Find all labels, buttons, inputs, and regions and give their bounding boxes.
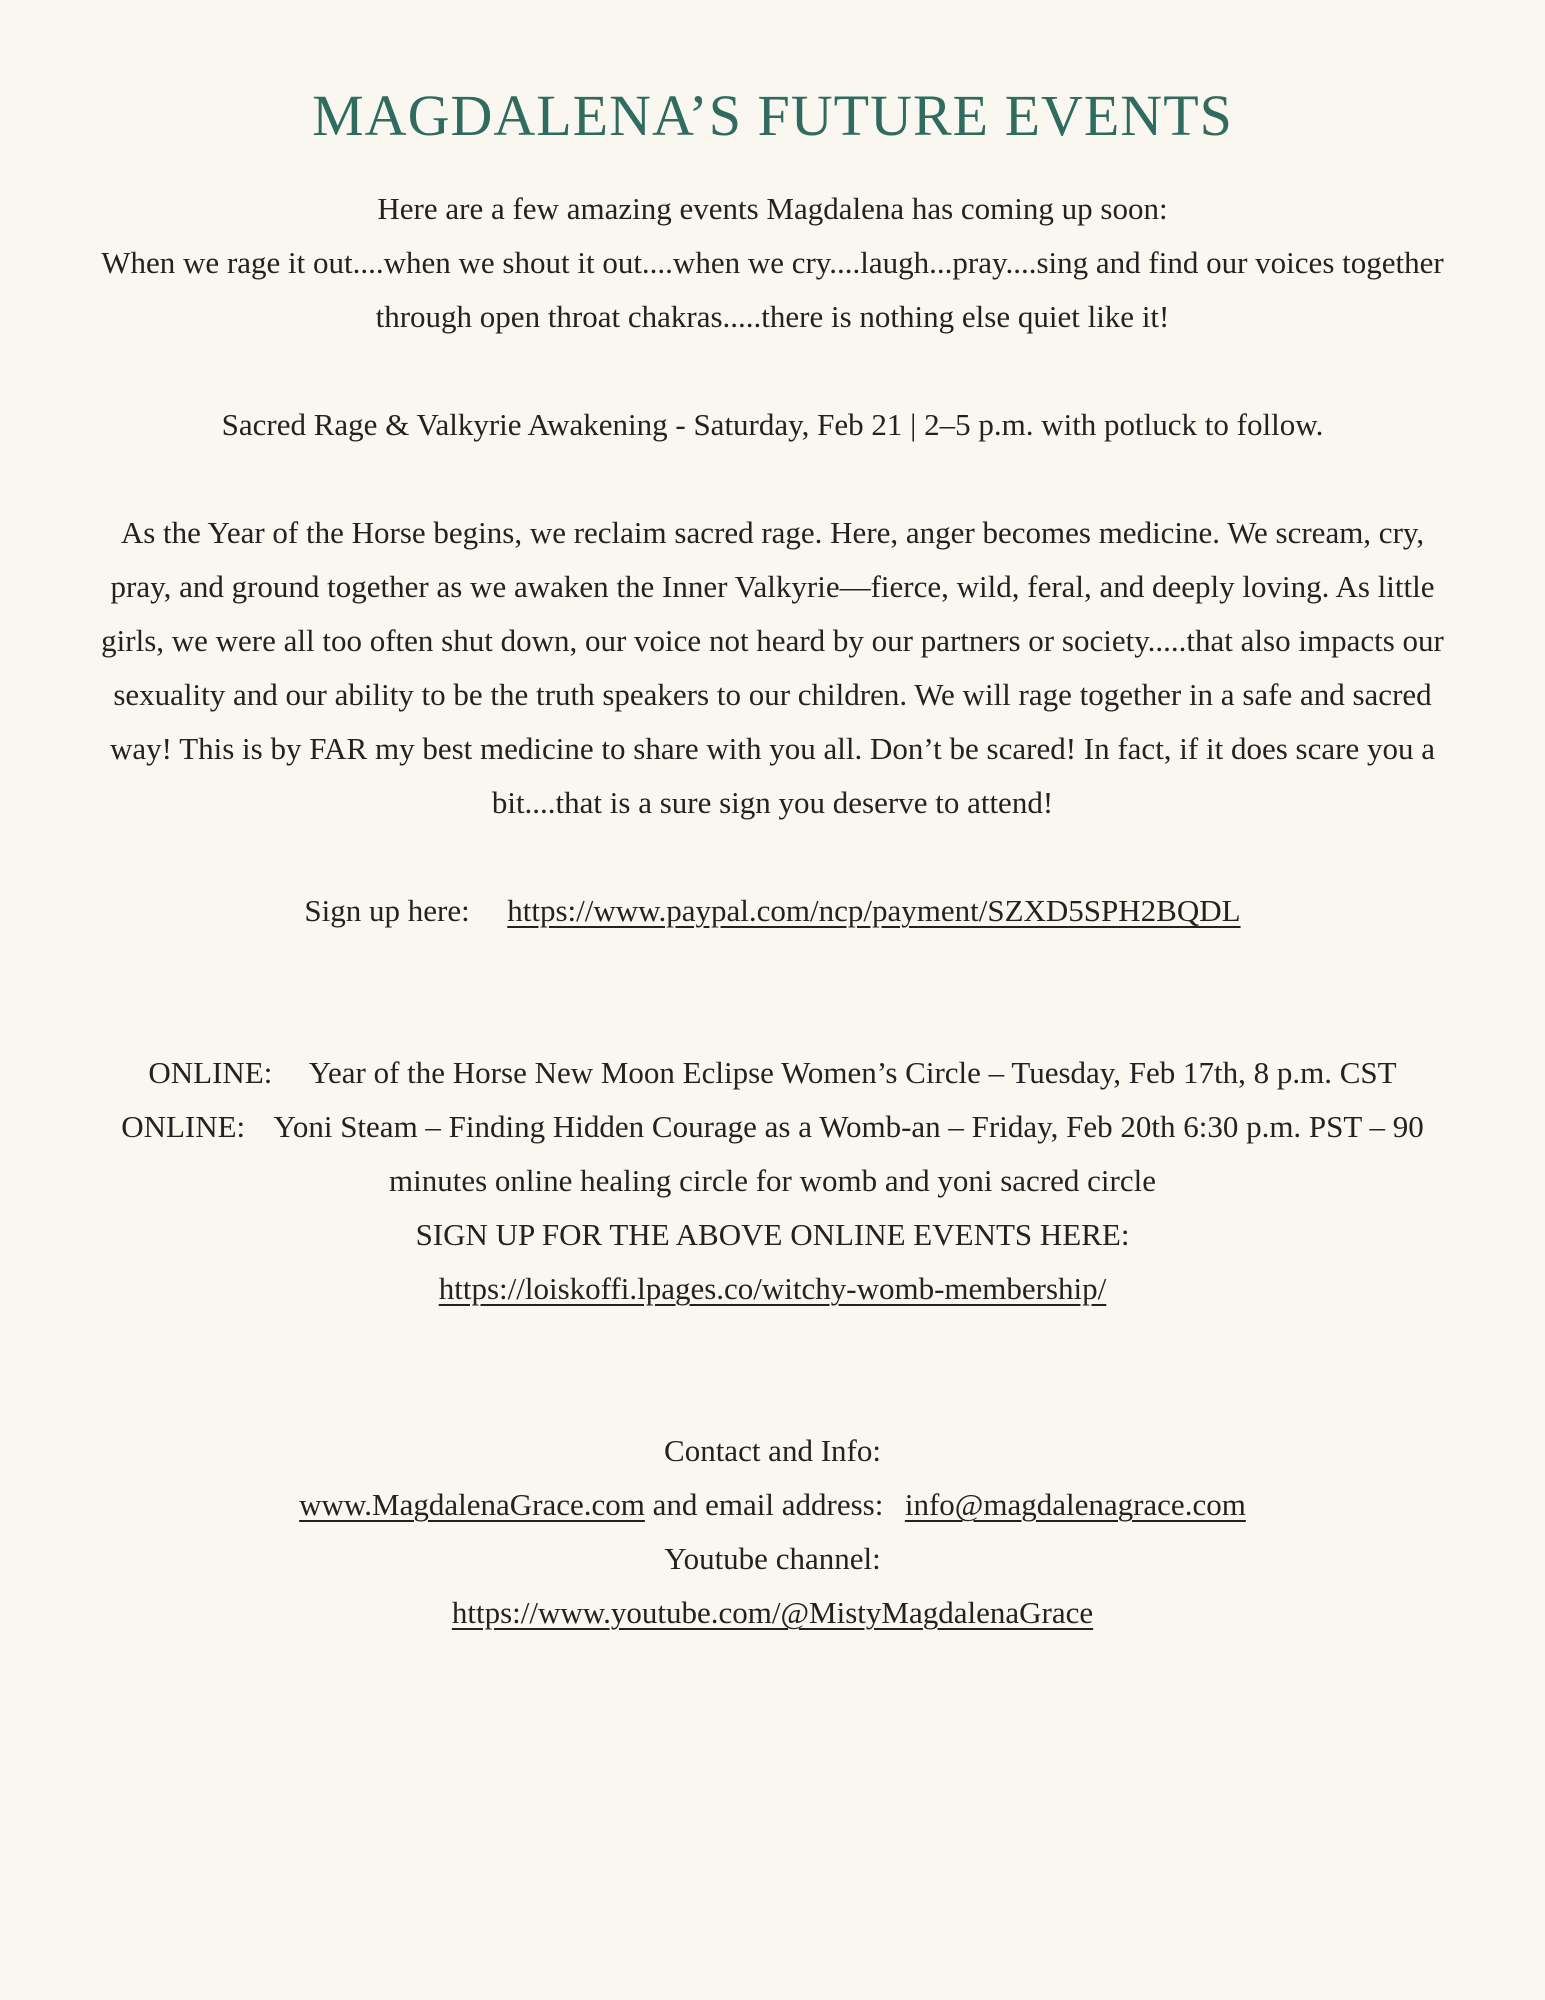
spacer <box>96 938 1449 1046</box>
email-label: and email address: <box>652 1487 884 1522</box>
signup-label: Sign up here: <box>304 893 470 928</box>
event-heading: Sacred Rage & Valkyrie Awakening - Saturday, Feb 21 | 2–5 p.m. with potluck to follow. <box>221 407 1324 442</box>
event-signup <box>96 884 1449 938</box>
online-prefix: ONLINE: <box>148 1055 273 1090</box>
online-event-item <box>96 1100 1449 1208</box>
intro-section <box>96 182 1449 344</box>
contact-section <box>96 1424 1449 1640</box>
intro-paragraph: When we rage it out....when we shout it out....when we cry....laugh...pray....sing and find our voices together through open throat chakras.....there is nothing else quiet like it! <box>101 245 1444 334</box>
online-signup <box>96 1262 1449 1316</box>
spacer <box>96 830 1449 884</box>
online-prefix: ONLINE: <box>121 1109 246 1144</box>
youtube-label: Youtube channel: <box>664 1541 881 1576</box>
youtube-line <box>96 1586 1449 1640</box>
spacer <box>96 1316 1449 1424</box>
paypal-signup-link[interactable]: https://www.paypal.com/ncp/payment/SZXD5SPH2BQDL <box>507 893 1241 928</box>
event-description: As the Year of the Horse begins, we reclaim sacred rage. Here, anger becomes medicine. We scream, cry, pray, and ground together as we awaken the Inner Valkyrie—fierce, wild, feral, and deeply loving. As little girls, we were all too often shut down, our voice not heard by our partners or society.....that also impacts our sexuality and our ability to be the truth speakers to our children. We will rage together in a safe and sacred way! This is by FAR my best medicine to share with you all. Don’t be scared! In fact, if it does scare you a bit....that is a sure sign you deserve to attend! <box>101 515 1444 820</box>
spacer <box>96 452 1449 506</box>
membership-signup-link[interactable]: https://loiskoffi.lpages.co/witchy-womb-membership/ <box>438 1271 1107 1306</box>
contact-links-line <box>96 1478 1449 1532</box>
online-signup-label: SIGN UP FOR THE ABOVE ONLINE EVENTS HERE: <box>415 1217 1130 1252</box>
online-event-text: Year of the Horse New Moon Eclipse Women’s Circle – Tuesday, Feb 17th, 8 p.m. CST <box>308 1055 1397 1090</box>
website-link[interactable]: www.MagdalenaGrace.com <box>299 1487 645 1522</box>
document-body <box>96 182 1449 1640</box>
online-event-text: Yoni Steam – Finding Hidden Courage as a Womb-an – Friday, Feb 20th 6:30 p.m. PST – 90 minutes online healing circle for womb and yoni sacred circle <box>273 1109 1424 1198</box>
contact-heading: Contact and Info: <box>664 1433 881 1468</box>
intro-line: Here are a few amazing events Magdalena has coming up soon: <box>377 191 1168 226</box>
spacer <box>96 344 1449 398</box>
online-event-item <box>96 1046 1449 1100</box>
youtube-link[interactable]: https://www.youtube.com/@MistyMagdalenaGrace <box>451 1595 1094 1630</box>
page-title: MAGDALENA’S FUTURE EVENTS <box>312 83 1233 148</box>
email-link[interactable]: info@magdalenagrace.com <box>904 1487 1246 1522</box>
